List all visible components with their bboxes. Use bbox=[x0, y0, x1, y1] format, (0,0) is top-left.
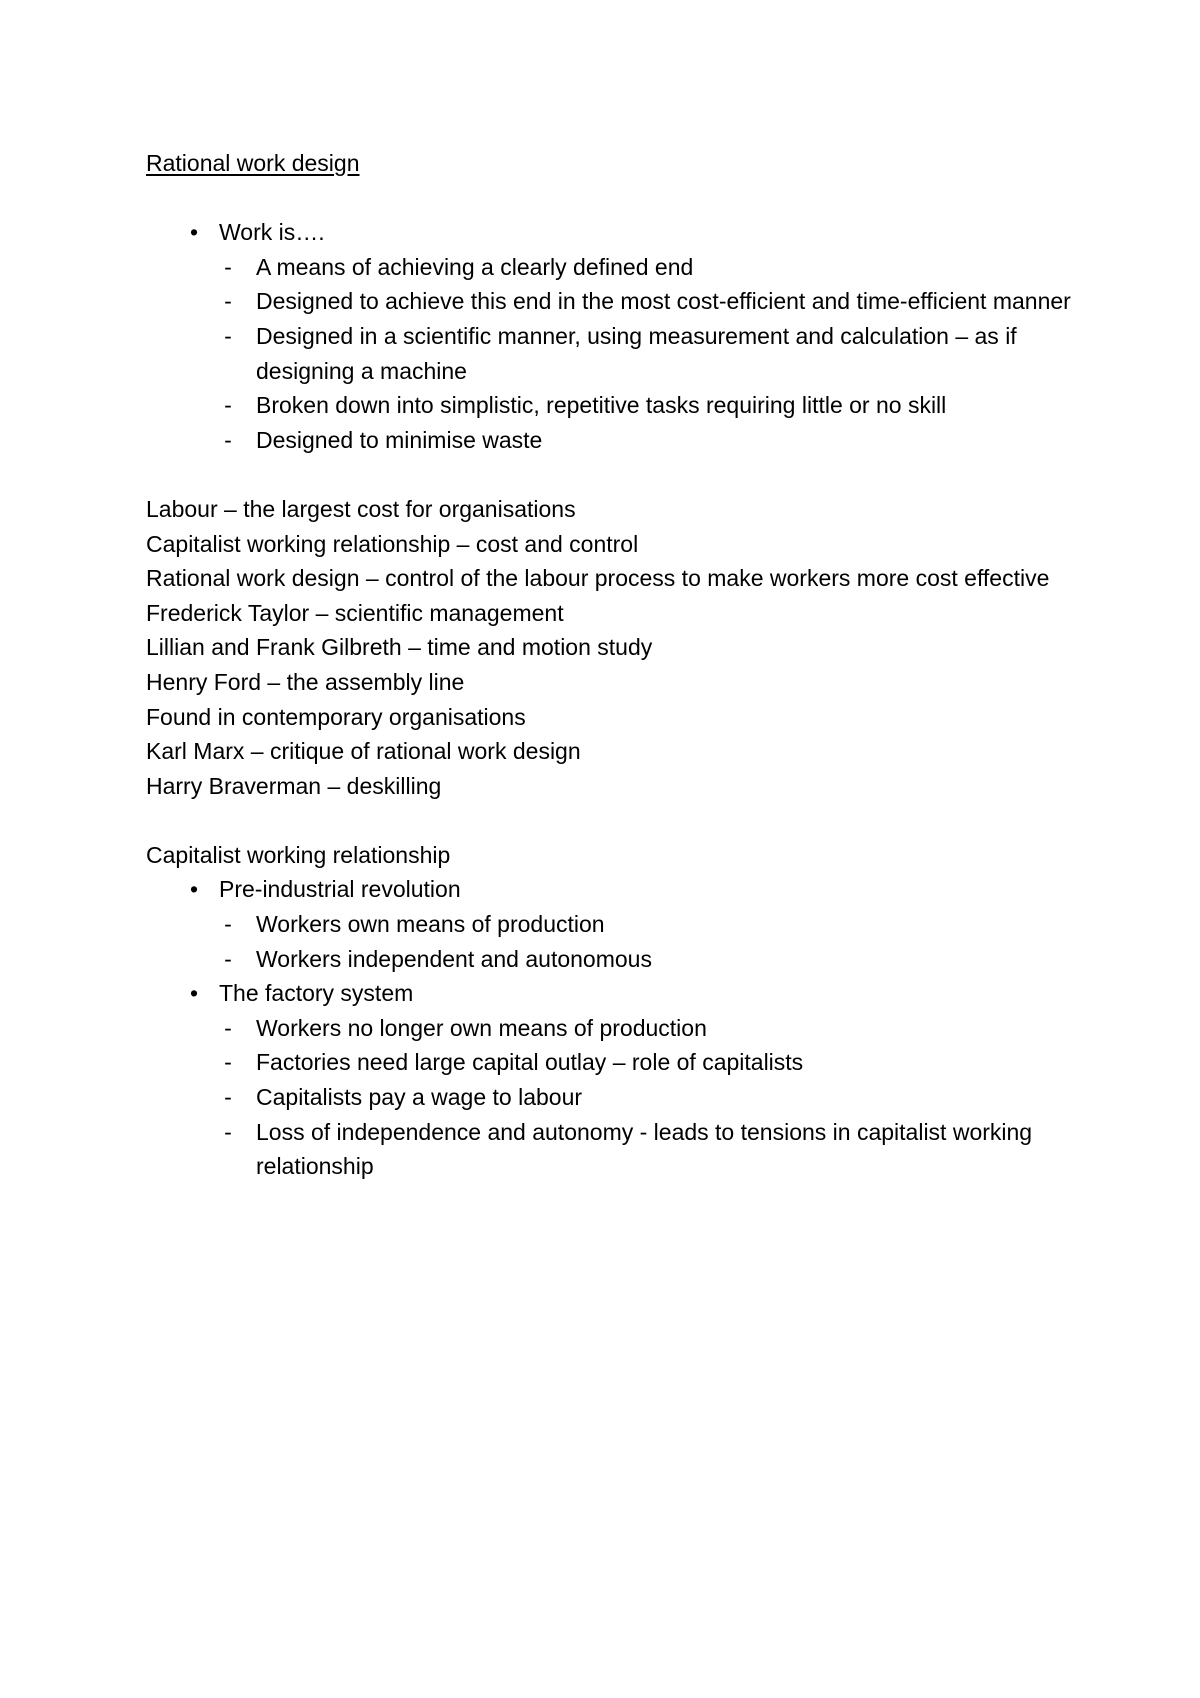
document-title: Rational work design bbox=[146, 150, 360, 176]
note-line: Karl Marx – critique of rational work design bbox=[146, 738, 581, 765]
bullet-icon: • bbox=[189, 876, 199, 903]
note-line: Henry Ford – the assembly line bbox=[146, 668, 465, 695]
dash-icon: - bbox=[224, 1014, 232, 1041]
bullet-item-factory bbox=[146, 976, 1086, 1011]
dash-icon: - bbox=[224, 322, 232, 349]
note-line: Capitalist working relationship – cost and control bbox=[146, 530, 639, 557]
dash-item bbox=[146, 1080, 1086, 1115]
dash-text: Designed to minimise waste bbox=[256, 426, 543, 453]
bullet-icon: • bbox=[189, 980, 199, 1007]
note-line: Frederick Taylor – scientific management bbox=[146, 599, 564, 626]
blank-line bbox=[146, 181, 1086, 216]
bullet-label: Work is…. bbox=[219, 219, 325, 246]
dash-item bbox=[146, 250, 1086, 285]
dash-item bbox=[146, 284, 1086, 319]
dash-text: Capitalists pay a wage to labour bbox=[256, 1084, 583, 1111]
dash-icon: - bbox=[224, 288, 232, 315]
bullet-item-work bbox=[146, 215, 1086, 250]
dash-item bbox=[146, 319, 1086, 388]
bullet-icon: • bbox=[189, 219, 199, 246]
dash-icon: - bbox=[224, 911, 232, 938]
dash-item bbox=[146, 423, 1086, 458]
note-line: Labour – the largest cost for organisations bbox=[146, 495, 576, 522]
dash-icon: - bbox=[224, 945, 232, 972]
dash-item bbox=[146, 907, 1086, 942]
note-line: Lillian and Frank Gilbreth – time and motion study bbox=[146, 634, 653, 661]
dash-text: Workers independent and autonomous bbox=[256, 945, 652, 972]
blank-line bbox=[146, 457, 1086, 492]
dash-icon: - bbox=[224, 1084, 232, 1111]
dash-text: Designed in a scientific manner, using measurement and calculation – as if designing a machine bbox=[256, 322, 1017, 384]
dash-icon: - bbox=[224, 253, 232, 280]
dash-icon: - bbox=[224, 392, 232, 419]
dash-text: Workers own means of production bbox=[256, 911, 605, 938]
note-line: Rational work design – control of the labour process to make workers more cost effective bbox=[146, 565, 1050, 592]
dash-text: Loss of independence and autonomy - leads to tensions in capitalist working relationship bbox=[256, 1118, 1033, 1180]
dash-text: Designed to achieve this end in the most cost-efficient and time-efficient manner bbox=[256, 288, 1071, 315]
blank-line bbox=[146, 803, 1086, 838]
dash-text: Workers no longer own means of production bbox=[256, 1014, 707, 1041]
dash-text: A means of achieving a clearly defined end bbox=[256, 253, 694, 280]
dash-icon: - bbox=[224, 1118, 232, 1145]
dash-icon: - bbox=[224, 1049, 232, 1076]
document-body bbox=[146, 146, 1086, 1184]
section-heading: Capitalist working relationship bbox=[146, 841, 451, 868]
dash-item bbox=[146, 1045, 1086, 1080]
dash-text: Broken down into simplistic, repetitive tasks requiring little or no skill bbox=[256, 392, 947, 419]
bullet-label: Pre-industrial revolution bbox=[219, 876, 461, 903]
dash-item bbox=[146, 1115, 1086, 1184]
dash-item bbox=[146, 388, 1086, 423]
dash-item bbox=[146, 1011, 1086, 1046]
bullet-label: The factory system bbox=[219, 980, 414, 1007]
bullet-item-pre-industrial bbox=[146, 872, 1086, 907]
dash-text: Factories need large capital outlay – role of capitalists bbox=[256, 1049, 804, 1076]
dash-icon: - bbox=[224, 426, 232, 453]
note-line: Harry Braverman – deskilling bbox=[146, 772, 442, 799]
note-line: Found in contemporary organisations bbox=[146, 703, 526, 730]
dash-item bbox=[146, 942, 1086, 977]
